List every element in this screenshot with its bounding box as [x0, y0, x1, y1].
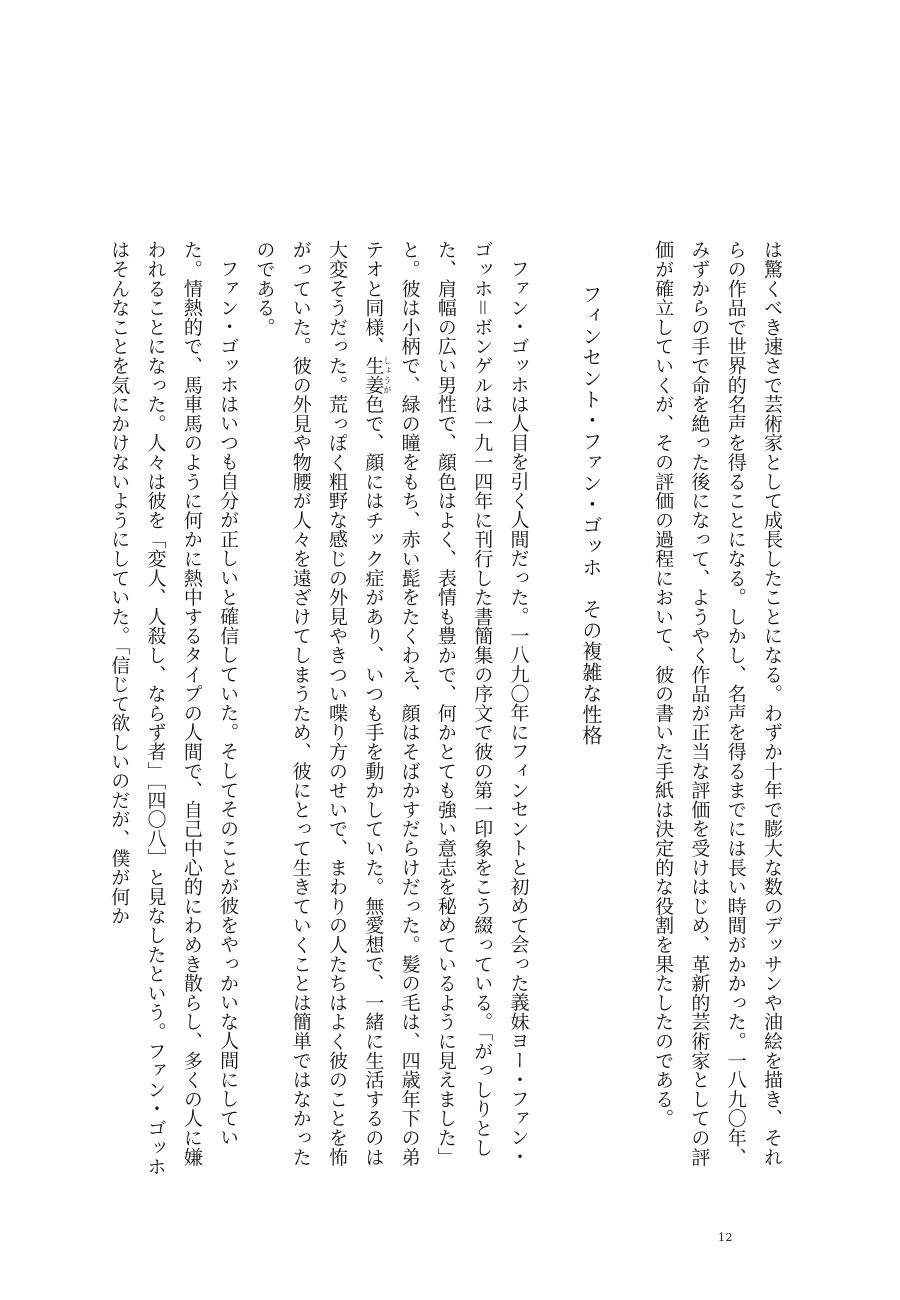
vertical-text-body [100, 240, 790, 1180]
ruby-ginger: 生姜しょうが [362, 355, 392, 395]
intro-paragraph: は驚くべき速さで芸術家として成長したことになる。わずか十年で膨大な数のデッサンや油絵を描き、それらの作品で世界的名声を得ることになる。しかし、名声を得るまでには長い時間がかかった。一八九〇年、みずからの手で命を絶った後になって、ようやく作品が正当な評価を受けはじめ、革新的芸術家としての評価が確立していくが、その評価の過程において、彼の書いた手紙は決定的な役割を果たしたのである。 [652, 240, 783, 1167]
body-paragraph-2: ファン・ゴッホはいつも自分が正しいと確信していた。そしてそのことが彼をやっかいな人間にしていた。情熱的で、馬車馬のように何かに熱中するタイプの人間で、自己中心的にわめき散らし、多くの人に嫌われることになった。人々は彼を「変人、人殺し、ならず者」［四〇八］と見なしたという。ファン・ゴッホはそんなことを気にかけないようにしていた。「信じて欲しいのだが、僕が何か [108, 240, 240, 1177]
section-heading: フィンセント・ファン・ゴッホ その複雑な性格 [578, 284, 603, 746]
ruby-reading: しょうが [382, 355, 392, 395]
body-paragraph-1: ファン・ゴッホは人目を引く人間だった。一八九〇年にフィンセントと初めて会った義妹ヨー・ファン・ゴッホ＝ボンゲルは一九一四年に刊行した書簡集の序文で彼の第一印象をこう綴っている。「がっしりとした、肩幅の広い男性で、顔色はよく、表情も豊かで、何かとても強い意志を秘めているように見えました」と。彼は小柄で、緑の瞳をもち、赤い髭をたくわえ、顔はそばかすだらけだった。髪の毛は、四歳年下の弟テオと同様、生姜しょうが色で、顔にはチック症があり、いつも手を動かしていた。無愛想で、一緒に生活するのは大変そうだった。荒っぽく粗野な感じの外見やきつい喋り方のせいで、まわりの人たちはよく彼のことを怖がっていた。彼の外見や物腰が人々を遠ざけてしまうため、彼にとって生きていくことは簡単ではなかったのである。 [253, 240, 530, 1167]
page-number: 12 [718, 1231, 733, 1244]
